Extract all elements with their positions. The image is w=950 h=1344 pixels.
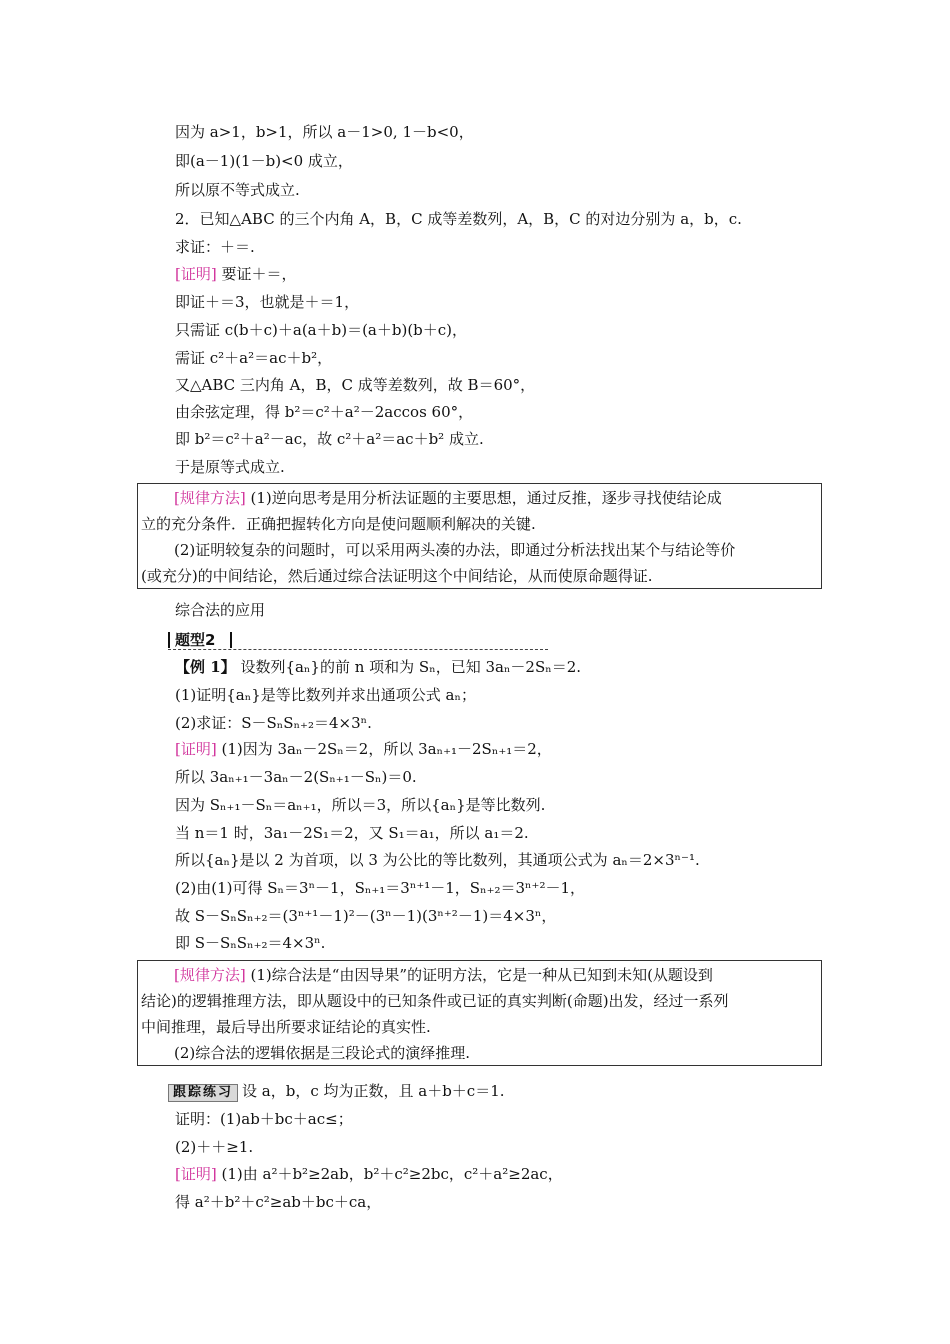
proof-line: 即证＋＝3，也就是＋＝1， [175, 293, 360, 311]
follow-up-start [168, 1081, 505, 1102]
example-tag: 【例 1】 [175, 658, 236, 676]
proof-1-first-line: 要证＋＝， [216, 265, 297, 283]
method-box-line: 结论)的逻辑推理方法，即从题设中的已知条件或已证的真实判断(命题)出发，经过一系列 [141, 992, 729, 1010]
section-title: 综合法的应用 [175, 601, 266, 619]
banner-dashed-rule [168, 649, 548, 650]
proof-line: 即 b²＝c²＋a²－ac，故 c²＋a²＝ac＋b² 成立. [175, 430, 484, 448]
text-line: 因为 a>1，b>1，所以 a－1>0, 1－b<0， [175, 123, 474, 141]
proof-line: 需证 c²＋a²＝ac＋b²， [175, 349, 333, 367]
proof-2-first-line: (1)因为 3aₙ－2Sₙ＝2，所以 3aₙ₊₁－2Sₙ₊₁＝2， [216, 740, 552, 758]
follow-up-text: 设 a，b，c 均为正数，且 a＋b＋c＝1. [242, 1082, 505, 1100]
text-line: 所以原不等式成立. [175, 181, 300, 199]
proof-3-start [175, 1164, 563, 1184]
proof-2-start [175, 739, 552, 759]
follow-up-line: (2)＋＋≥1. [175, 1138, 254, 1156]
proof-line: 即 S－SₙSₙ₊₂＝4×3ⁿ. [175, 934, 326, 952]
problem-2-claim: 求证：＋＝. [175, 238, 255, 256]
proof-line: 由余弦定理，得 b²＝c²＋a²－2accos 60°， [175, 403, 474, 421]
example-line: (2)求证：S－SₙSₙ₊₂＝4×3ⁿ. [175, 714, 372, 732]
method-box-line [174, 965, 713, 985]
proof-line: 当 n＝1 时，3a₁－2S₁＝2，又 S₁＝a₁，所以 a₁＝2. [175, 824, 529, 842]
proof-line: (2)由(1)可得 Sₙ＝3ⁿ－1，Sₙ₊₁＝3ⁿ⁺¹－1，Sₙ₊₂＝3ⁿ⁺²－1， [175, 879, 586, 897]
text-line: 即(a－1)(1－b)<0 成立， [175, 152, 353, 170]
problem-2-statement: 2．已知△ABC 的三个内角 A，B，C 成等差数列，A，B，C 的对边分别为 a，b，c. [175, 210, 742, 228]
method-box-line: (或充分)的中间结论，然后通过综合法证明这个中间结论，从而使原命题得证. [141, 567, 653, 585]
proof-line: 所以{aₙ}是以 2 为首项，以 3 为公比的等比数列，其通项公式为 aₙ＝2×3ⁿ⁻¹. [175, 851, 700, 869]
method-box-line: 中间推理，最后导出所要求证结论的真实性. [141, 1018, 431, 1036]
rule-tag: [规律方法] [174, 489, 246, 507]
proof-line: 得 a²＋b²＋c²≥ab＋bc＋ca， [175, 1193, 382, 1211]
method-box-line [174, 488, 722, 508]
proof-line: 于是原等式成立. [175, 458, 285, 476]
proof-line: 只需证 c(b＋c)＋a(a＋b)＝(a＋b)(b＋c)， [175, 321, 468, 339]
example-1-start [175, 657, 581, 677]
method-box-2 [137, 960, 822, 1066]
proof-3-first-line: (1)由 a²＋b²≥2ab，b²＋c²≥2bc，c²＋a²≥2ac， [216, 1165, 563, 1183]
method-box-text: (1)逆向思考是用分析法证题的主要思想，通过反推，逐步寻找使结论成 [245, 489, 722, 507]
method-box-1 [137, 483, 822, 589]
follow-up-line: 证明：(1)ab＋bc＋ac≤； [175, 1110, 353, 1128]
proof-line: 故 S－SₙSₙ₊₂＝(3ⁿ⁺¹－1)²－(3ⁿ－1)(3ⁿ⁺²－1)＝4×3ⁿ， [175, 907, 557, 925]
method-box-line: (2)综合法的逻辑依据是三段论式的演绎推理. [174, 1044, 471, 1062]
proof-line: 因为 Sₙ₊₁－Sₙ＝aₙ₊₁，所以＝3，所以{aₙ}是等比数列. [175, 796, 546, 814]
banner-right-bar [230, 632, 232, 648]
method-box-text: (1)综合法是“由因导果”的证明方法，它是一种从已知到未知(从题设到 [245, 966, 713, 984]
method-box-line: 立的充分条件．正确把握转化方向是使问题顺利解决的关键. [141, 515, 536, 533]
example-1-text: 设数列{aₙ}的前 n 项和为 Sₙ，已知 3aₙ－2Sₙ＝2. [235, 658, 582, 676]
proof-tag: [证明] [175, 265, 217, 283]
method-box-line: (2)证明较复杂的问题时，可以采用两头凑的办法，即通过分析法找出某个与结论等价 [174, 541, 736, 559]
proof-line: 又△ABC 三内角 A，B，C 成等差数列，故 B＝60°， [175, 376, 536, 394]
question-type-label: 题型2 [175, 631, 216, 649]
proof-line: 所以 3aₙ₊₁－3aₙ－2(Sₙ₊₁－Sₙ)＝0. [175, 768, 417, 786]
banner-left-bar [168, 632, 170, 648]
question-type-banner [168, 630, 548, 650]
proof-tag: [证明] [175, 1165, 217, 1183]
rule-tag: [规律方法] [174, 966, 246, 984]
proof-tag: [证明] [175, 740, 217, 758]
example-line: (1)证明{aₙ}是等比数列并求出通项公式 aₙ； [175, 686, 476, 704]
proof-1-start [175, 264, 297, 284]
follow-up-label: 跟踪练习 [168, 1084, 238, 1102]
